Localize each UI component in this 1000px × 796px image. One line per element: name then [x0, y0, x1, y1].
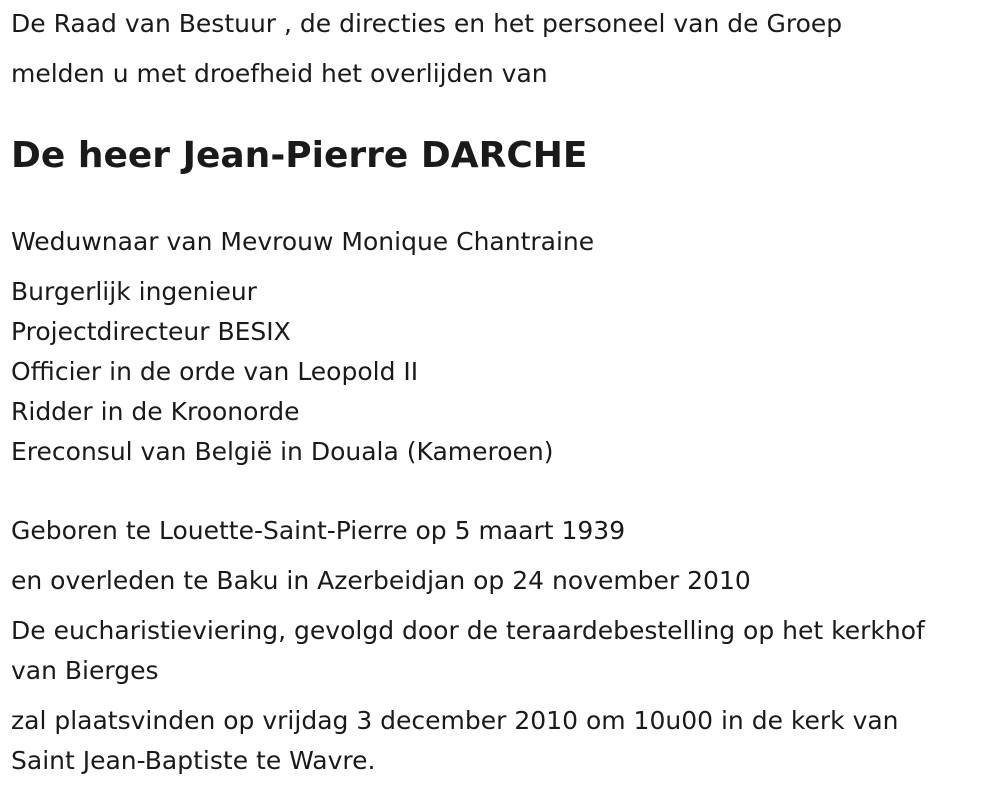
- title-line-5: Ereconsul van België in Douala (Kameroen): [11, 437, 554, 466]
- title-line-2: Projectdirecteur BESIX: [11, 317, 291, 346]
- widower-line: Weduwnaar van Mevrouw Monique Chantraine: [11, 227, 595, 256]
- deceased-name: De heer Jean-Pierre DARCHE: [11, 135, 588, 176]
- title-line-3: Officier in de orde van Leopold II: [11, 357, 419, 386]
- birth-line: Geboren te Louette-Saint-Pierre op 5 maart 1939: [11, 516, 626, 545]
- ceremony-line-2: van Bierges: [11, 656, 159, 685]
- ceremony-line-1: De eucharistieviering, gevolgd door de teraardebestelling op het kerkhof: [11, 616, 925, 645]
- intro-line-1: De Raad van Bestuur , de directies en het personeel van de Groep: [11, 9, 843, 38]
- location-line-1: zal plaatsvinden op vrijdag 3 december 2010 om 10u00 in de kerk van: [11, 706, 899, 735]
- title-line-4: Ridder in de Kroonorde: [11, 397, 300, 426]
- title-line-1: Burgerlijk ingenieur: [11, 277, 257, 306]
- location-line-2: Saint Jean-Baptiste te Wavre.: [11, 746, 376, 775]
- intro-line-2: melden u met droefheid het overlijden van: [11, 59, 548, 88]
- death-line: en overleden te Baku in Azerbeidjan op 24 november 2010: [11, 566, 751, 595]
